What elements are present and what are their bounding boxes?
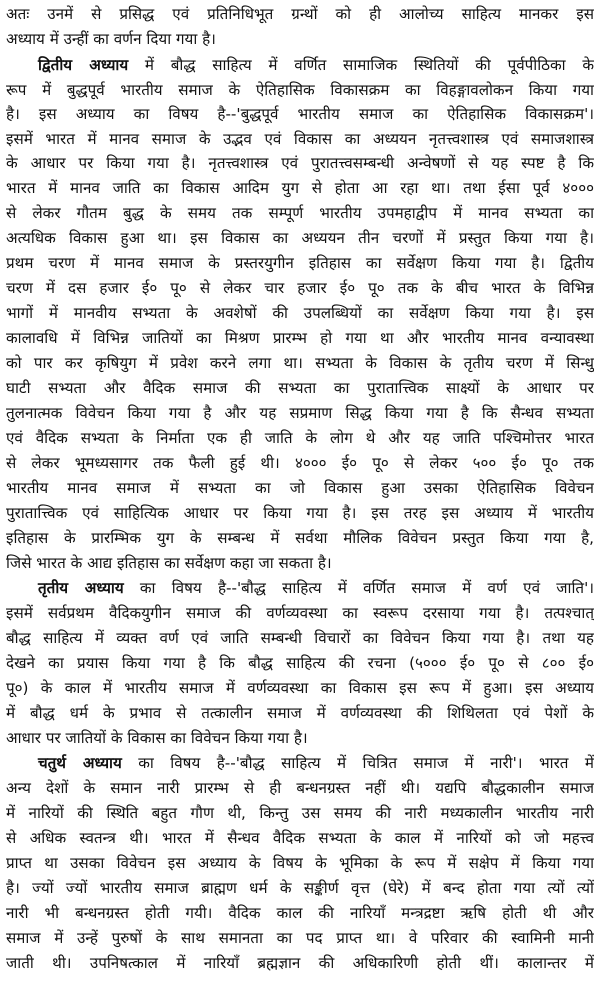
text-line: प्रथम चरण में मानव समाज के प्रस्तरयुगीन इतिहास का सर्वेक्षण किया गया है। द्वितीय [6, 254, 594, 272]
text-line: में नारियों की स्थिति बहुत गौण थी, किन्तु उस समय की नारी मध्यकालीन भारतीय नारी [6, 804, 594, 822]
text-line: देखने का प्रयास किया गया है कि बौद्ध साहित्य की रचना (५००० ई० पू० से ८०० ई० [6, 654, 594, 672]
text-line: अध्याय में उन्हीं का वर्णन दिया गया है। [6, 30, 216, 48]
chapter-4-text: का विषय है--'बौद्ध साहित्य में चित्रित समाज में नारी'। भारत में [121, 754, 594, 772]
chapter-3-heading-line [6, 576, 594, 600]
chapter-3-text: का विषय है--'बौद्ध साहित्य में वर्णित समाज में वर्ण एवं जाति'। [123, 579, 594, 597]
chapter-4-label: चतुर्थ अध्याय [38, 754, 122, 772]
text-line: जिसे भारत के आद्य इतिहास का सर्वेक्षण कहा जा सकता है। [6, 554, 332, 572]
text-line: से अधिक स्वतन्त्र थी। भारत में सैन्धव वैदिक सभ्यता के काल में नारियों को जो महत्त्व [6, 829, 594, 847]
text-line: से लेकर भूमध्यसागर तक फैली हुई थी। ४००० ई० पू० से लेकर ५०० ई० पू० तक [6, 454, 594, 472]
text-line: एवं वैदिक सभ्यता के निर्माता एक ही जाति के लोग थे और यह जाति पश्चिमोत्तर भारत [6, 429, 594, 447]
text-line: में बौद्ध धर्म के प्रभाव से तत्कालीन समाज में वर्णव्यवस्था की शिथिलता एवं पेशों के [6, 704, 594, 722]
chapter-2-text: में बौद्ध साहित्य में वर्णित सामाजिक स्थितियों की पूर्वपीठिका के [128, 56, 594, 74]
chapter-4-heading-line [6, 751, 594, 775]
text-line: पू०) के काल में भारतीय समाज में वर्णव्यवस्था का विकास इस रूप में हुआ। इस अध्याय [6, 679, 594, 697]
text-line: इसमें भारत में मानव समाज के उद्भव एवं विकास का अध्ययन नृतत्त्वशास्त्र एवं समाजशास्त्र [6, 130, 594, 148]
text-line: कालावधि में विभिन्न जातियों का मिश्रण प्रारम्भ हो गया था और भारतीय मानव वन्यावस्था [6, 329, 594, 347]
text-line: तुलनात्मक विवेचन किया गया है और यह सप्रमाण सिद्ध किया गया है कि सैन्धव सभ्यता [6, 404, 594, 422]
text-line: अन्य देशों के समान नारी प्रारम्भ से ही बन्धनग्रस्त नहीं थी। यद्यपि बौद्धकालीन समाज [6, 779, 594, 797]
text-line: नारी भी बन्धनग्रस्त होती गयी। वैदिक काल की नारियाँ मन्त्रद्रष्टा ऋषि होती थी और [6, 904, 594, 922]
text-line: के आधार पर किया गया है। नृतत्त्वशास्त्र एवं पुरातत्त्वसम्बन्धी अन्वेषणों से यह स्पष्ट है कि [6, 154, 594, 172]
text-line: आधार पर जातियों के विकास का विवेचन किया गया है। [6, 729, 308, 747]
text-line: रूप में बुद्धपूर्व भारतीय समाज के ऐतिहासिक विकासक्रम का विहङ्गावलोकन किया गया [6, 81, 594, 99]
text-line: पुरातात्त्विक एवं साहित्यिक आधार पर किया गया है। इस तरह इस अध्याय में भारतीय [6, 504, 594, 522]
chapter-3-label: तृतीय अध्याय [38, 579, 124, 597]
text-line: भागों में मानवीय सभ्यता के अवशेषों की उपलब्धियों का सर्वेक्षण किया गया है। इस [6, 304, 594, 322]
text-line: समाज में उन्हें पुरुषों के साथ समानता का पद प्राप्त था। वे परिवार की स्वामिनी मानी [6, 929, 594, 947]
text-line: अत्यधिक विकास हुआ था। इस विकास का अध्ययन तीन चरणों में प्रस्तुत किया गया है। [6, 229, 594, 247]
text-line: इसमें सर्वप्रथम वैदिकयुगीन समाज की वर्णव्यवस्था का स्वरूप दरसाया गया है। तत्पश्चात् [6, 604, 594, 622]
text-line: प्राप्त था उसका विवेचन इस अध्याय के विषय के भूमिका के रूप में सक्षेप में किया गया [6, 854, 594, 872]
text-line: से लेकर गौतम बुद्ध के समय तक सम्पूर्ण भारतीय उपमहाद्वीप में मानव सभ्यता का [6, 204, 594, 222]
text-line: इतिहास के प्रारम्भिक युग के सम्बन्ध में सर्वथा मौलिक विवेचन प्रस्तुत किया गया है, [6, 529, 594, 547]
text-line: है। इस अध्याय का विषय है--'बुद्धपूर्व भारतीय समाज का ऐतिहासिक विकासक्रम'। [6, 105, 594, 123]
text-line: भारत में मानव जाति का विकास आदिम युग से होता आ रहा था। तथा ईसा पूर्व ४००० [6, 179, 594, 197]
text-line: भारतीय मानव समाज में सभ्यता का जो विकास हुआ उसका ऐतिहासिक विवेचन [6, 479, 594, 497]
text-line: को पार कर कृषियुग में प्रवेश करने लगा था। सभ्यता के विकास के तृतीय चरण में सिन्धु [6, 354, 594, 372]
text-line: है। ज्यों ज्यों भारतीय समाज ब्राह्मण धर्म के सङ्कीर्ण वृत्त (घेरे) में बन्द होता गया त्यों त्यों [6, 879, 594, 897]
text-line: बौद्ध साहित्य में व्यक्त वर्ण एवं जाति सम्बन्धी विचारों का विवेचन किया गया है। तथा यह [6, 629, 594, 647]
chapter-2-label: द्वितीय अध्याय [38, 56, 129, 74]
text-line: चरण में दस हजार ई० पू० से लेकर चार हजार ई० पू० तक के बीच भारत के विभिन्न [6, 279, 594, 297]
text-line: अतः उनमें से प्रसिद्ध एवं प्रतिनिधिभूत ग्रन्थों को ही आलोच्य साहित्य मानकर इस [6, 5, 594, 23]
text-line: जाती थी। उपनिषत्काल में नारियाँ ब्रह्मज्ञान की अधिकारिणी होती थीं। कालान्तर में [6, 954, 594, 972]
text-line: घाटी सभ्यता और वैदिक समाज की सभ्यता का पुरातात्त्विक साक्ष्यों के आधार पर [6, 379, 594, 397]
chapter-2-heading-line [6, 53, 594, 77]
